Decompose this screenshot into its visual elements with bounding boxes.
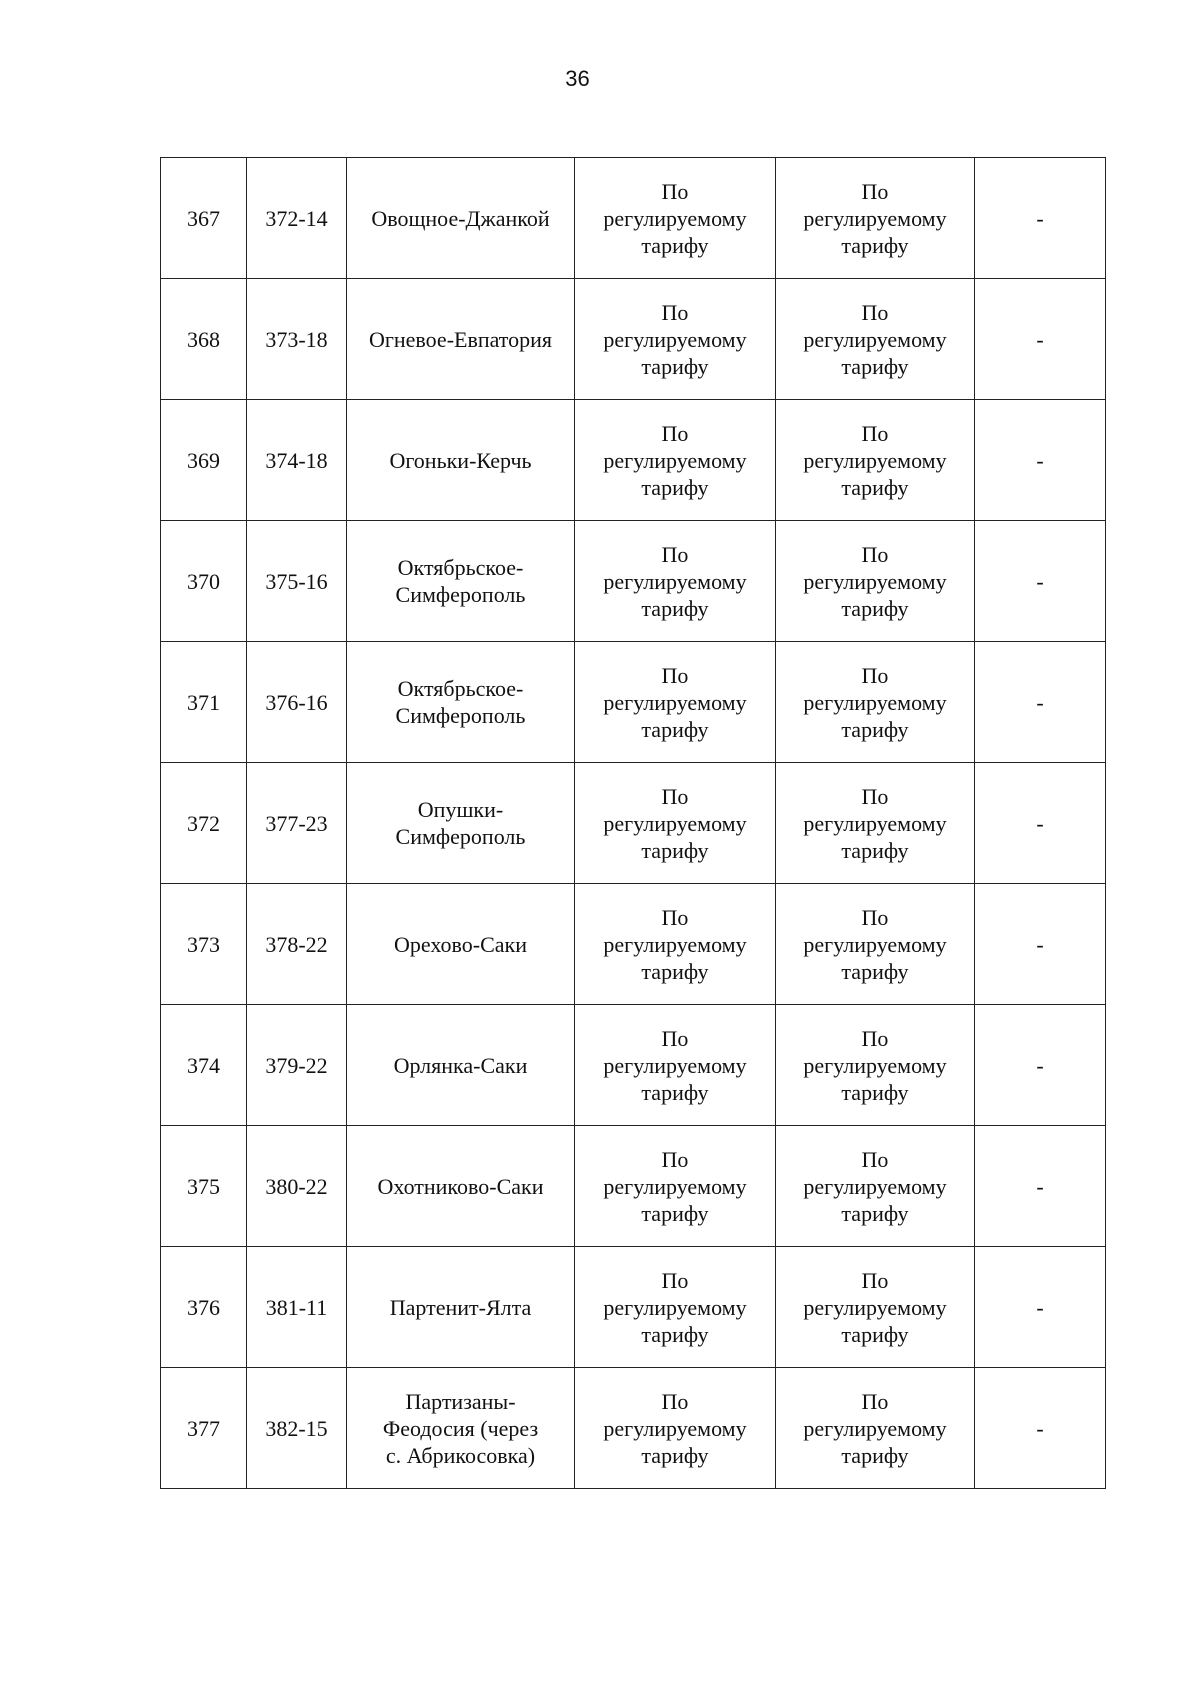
route-code-cell: 376-16: [247, 642, 347, 763]
note-cell: -: [975, 642, 1106, 763]
tariff-cell: По регулируемому тарифу: [575, 1126, 776, 1247]
note-cell: -: [975, 1368, 1106, 1489]
table-row: [161, 1126, 1106, 1247]
route-code-cell: 377-23: [247, 763, 347, 884]
routes-table-body: [161, 158, 1106, 1489]
route-name-cell: Овощное-Джанкой: [347, 158, 575, 279]
tariff-cell-2: По регулируемому тарифу: [776, 279, 975, 400]
table-row: [161, 400, 1106, 521]
row-number-cell: 367: [161, 158, 247, 279]
tariff-cell-2: По регулируемому тарифу: [776, 642, 975, 763]
row-number-cell: 377: [161, 1368, 247, 1489]
table-row: [161, 1368, 1106, 1489]
tariff-cell: По регулируемому тарифу: [575, 279, 776, 400]
table-row: [161, 521, 1106, 642]
route-name-cell: Охотниково-Саки: [347, 1126, 575, 1247]
tariff-cell-2: По регулируемому тарифу: [776, 763, 975, 884]
route-code-cell: 373-18: [247, 279, 347, 400]
note-cell: -: [975, 1126, 1106, 1247]
row-number-cell: 371: [161, 642, 247, 763]
row-number-cell: 373: [161, 884, 247, 1005]
tariff-cell: По регулируемому тарифу: [575, 400, 776, 521]
tariff-cell-2: По регулируемому тарифу: [776, 884, 975, 1005]
route-code-cell: 382-15: [247, 1368, 347, 1489]
route-code-cell: 374-18: [247, 400, 347, 521]
route-name-cell: Октябрьское- Симферополь: [347, 521, 575, 642]
tariff-cell-2: По регулируемому тарифу: [776, 1126, 975, 1247]
route-name-cell: Партизаны- Феодосия (через с. Абрикосовка): [347, 1368, 575, 1489]
note-cell: -: [975, 1005, 1106, 1126]
tariff-cell: По регулируемому тарифу: [575, 1368, 776, 1489]
route-code-cell: 375-16: [247, 521, 347, 642]
routes-table: [160, 157, 1106, 1489]
row-number-cell: 369: [161, 400, 247, 521]
note-cell: -: [975, 1247, 1106, 1368]
route-code-cell: 379-22: [247, 1005, 347, 1126]
table-row: [161, 763, 1106, 884]
note-cell: -: [975, 884, 1106, 1005]
route-name-cell: Огневое-Евпатория: [347, 279, 575, 400]
row-number-cell: 368: [161, 279, 247, 400]
note-cell: -: [975, 763, 1106, 884]
tariff-cell-2: По регулируемому тарифу: [776, 1005, 975, 1126]
tariff-cell: По регулируемому тарифу: [575, 642, 776, 763]
route-name-cell: Опушки- Симферополь: [347, 763, 575, 884]
table-row: [161, 279, 1106, 400]
route-code-cell: 380-22: [247, 1126, 347, 1247]
route-code-cell: 372-14: [247, 158, 347, 279]
tariff-cell: По регулируемому тарифу: [575, 1005, 776, 1126]
tariff-cell: По регулируемому тарифу: [575, 763, 776, 884]
note-cell: -: [975, 279, 1106, 400]
tariff-cell: По регулируемому тарифу: [575, 884, 776, 1005]
tariff-cell: По регулируемому тарифу: [575, 158, 776, 279]
route-code-cell: 378-22: [247, 884, 347, 1005]
tariff-cell: По регулируемому тарифу: [575, 521, 776, 642]
page-number: 36: [565, 66, 590, 91]
table-row: [161, 158, 1106, 279]
row-number-cell: 370: [161, 521, 247, 642]
route-name-cell: Огоньки-Керчь: [347, 400, 575, 521]
table-row: [161, 642, 1106, 763]
note-cell: -: [975, 521, 1106, 642]
table-row: [161, 1247, 1106, 1368]
row-number-cell: 376: [161, 1247, 247, 1368]
row-number-cell: 372: [161, 763, 247, 884]
tariff-cell-2: По регулируемому тарифу: [776, 158, 975, 279]
row-number-cell: 375: [161, 1126, 247, 1247]
tariff-cell-2: По регулируемому тарифу: [776, 1368, 975, 1489]
route-name-cell: Орлянка-Саки: [347, 1005, 575, 1126]
route-code-cell: 381-11: [247, 1247, 347, 1368]
tariff-cell: По регулируемому тарифу: [575, 1247, 776, 1368]
route-name-cell: Октябрьское- Симферополь: [347, 642, 575, 763]
tariff-cell-2: По регулируемому тарифу: [776, 521, 975, 642]
route-name-cell: Партенит-Ялта: [347, 1247, 575, 1368]
table-row: [161, 884, 1106, 1005]
table-row: [161, 1005, 1106, 1126]
note-cell: -: [975, 400, 1106, 521]
route-name-cell: Орехово-Саки: [347, 884, 575, 1005]
row-number-cell: 374: [161, 1005, 247, 1126]
tariff-cell-2: По регулируемому тарифу: [776, 400, 975, 521]
note-cell: -: [975, 158, 1106, 279]
tariff-cell-2: По регулируемому тарифу: [776, 1247, 975, 1368]
